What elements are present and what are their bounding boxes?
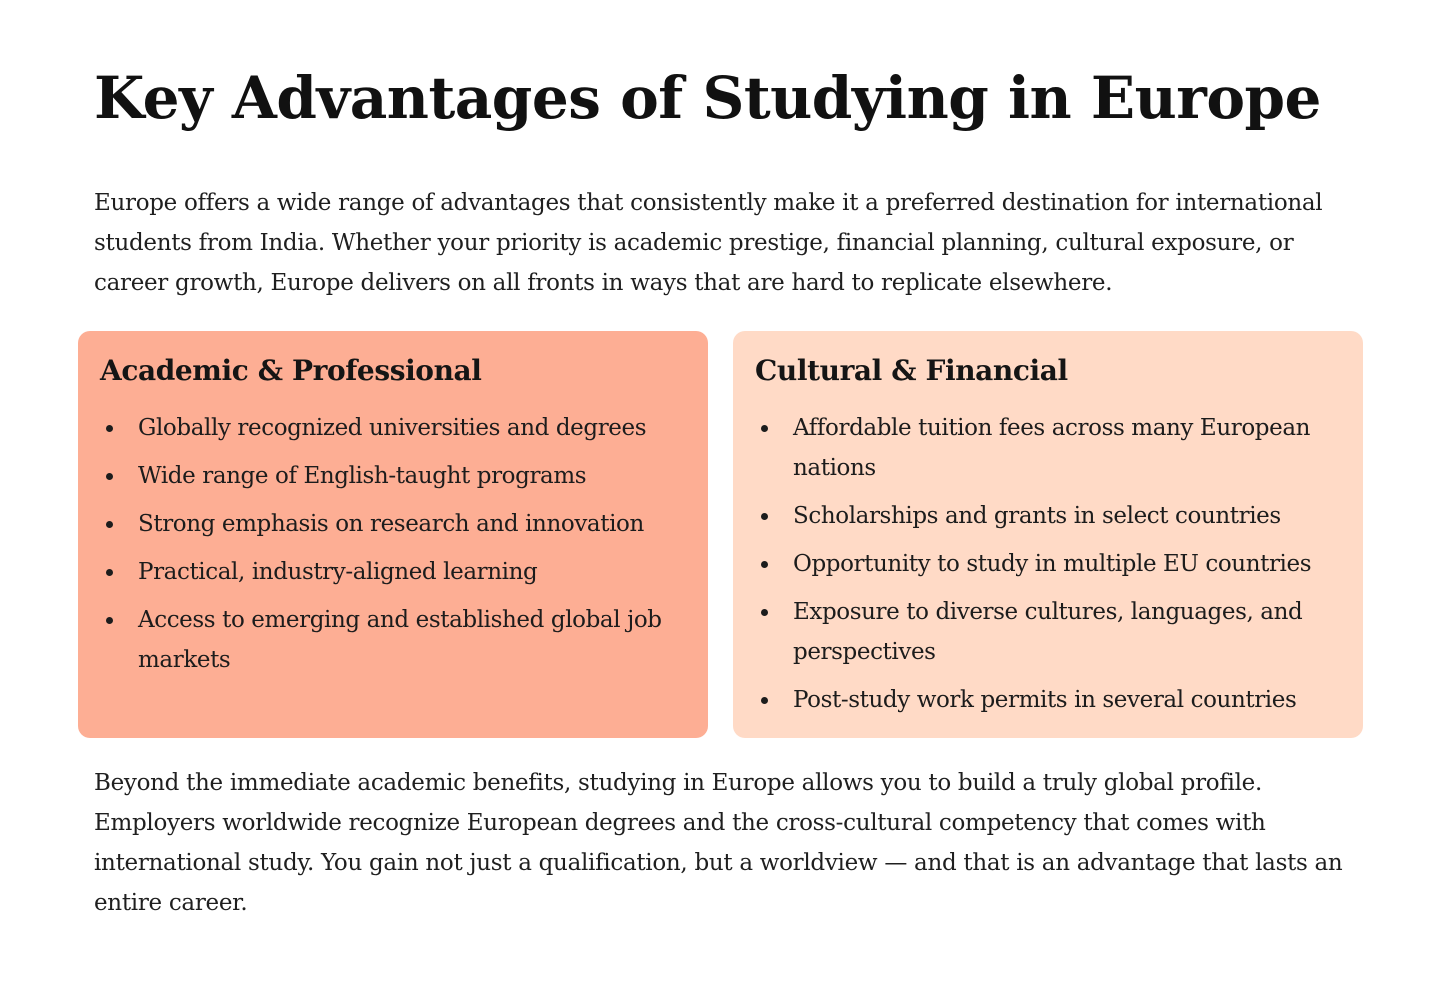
list-item — [755, 592, 1343, 672]
list-item-text: Exposure to diverse cultures, languages, and perspectives — [793, 599, 1303, 665]
bullet-icon — [761, 697, 768, 704]
list-item — [100, 456, 688, 496]
list-item-text: Scholarships and grants in select countries — [793, 503, 1281, 529]
bullet-icon — [761, 561, 768, 568]
card-cultural-financial — [733, 331, 1363, 738]
closing-paragraph: Beyond the immediate academic benefits, studying in Europe allows you to build a truly global profile. Employers worldwide recognize European degrees and the cross-cultural competency that comes with international study. You gain not just a qualification, but a worldview — and that is an advantage that lasts an entire career. — [94, 770, 1343, 916]
bullet-icon — [761, 609, 768, 616]
page-title: Key Advantages of Studying in Europe — [94, 64, 1321, 132]
card-heading: Cultural & Financial — [755, 354, 1068, 387]
list-item-text: Globally recognized universities and degrees — [138, 415, 647, 441]
list-item — [100, 600, 688, 680]
list-item-text: Practical, industry-aligned learning — [138, 559, 538, 585]
list-item — [100, 552, 688, 592]
advantage-list — [100, 408, 688, 680]
bullet-icon — [106, 521, 113, 528]
list-item-text: Strong emphasis on research and innovation — [138, 511, 644, 537]
bullet-icon — [106, 425, 113, 432]
list-item-text: Access to emerging and established global job markets — [138, 607, 662, 673]
bullet-icon — [761, 513, 768, 520]
list-item — [755, 544, 1343, 584]
card-heading: Academic & Professional — [100, 354, 482, 387]
list-item — [100, 408, 688, 448]
bullet-icon — [106, 617, 113, 624]
list-item — [755, 408, 1343, 488]
list-item — [100, 504, 688, 544]
list-item-text: Wide range of English-taught programs — [138, 463, 587, 489]
bullet-icon — [106, 569, 113, 576]
list-item-text: Opportunity to study in multiple EU countries — [793, 551, 1312, 577]
bullet-icon — [106, 473, 113, 480]
intro-paragraph: Europe offers a wide range of advantages that consistently make it a preferred destination for international students from India. Whether your priority is academic prestige, financial planning, cultural exposure, or career growth, Europe delivers on all fronts in ways that are hard to replicate elsewhere. — [94, 190, 1323, 296]
list-item — [755, 680, 1343, 720]
list-item-text: Affordable tuition fees across many European nations — [793, 415, 1311, 481]
card-academic-professional — [78, 331, 708, 738]
bullet-icon — [761, 425, 768, 432]
list-item — [755, 496, 1343, 536]
list-item-text: Post-study work permits in several countries — [793, 687, 1297, 713]
advantage-list — [755, 408, 1343, 720]
